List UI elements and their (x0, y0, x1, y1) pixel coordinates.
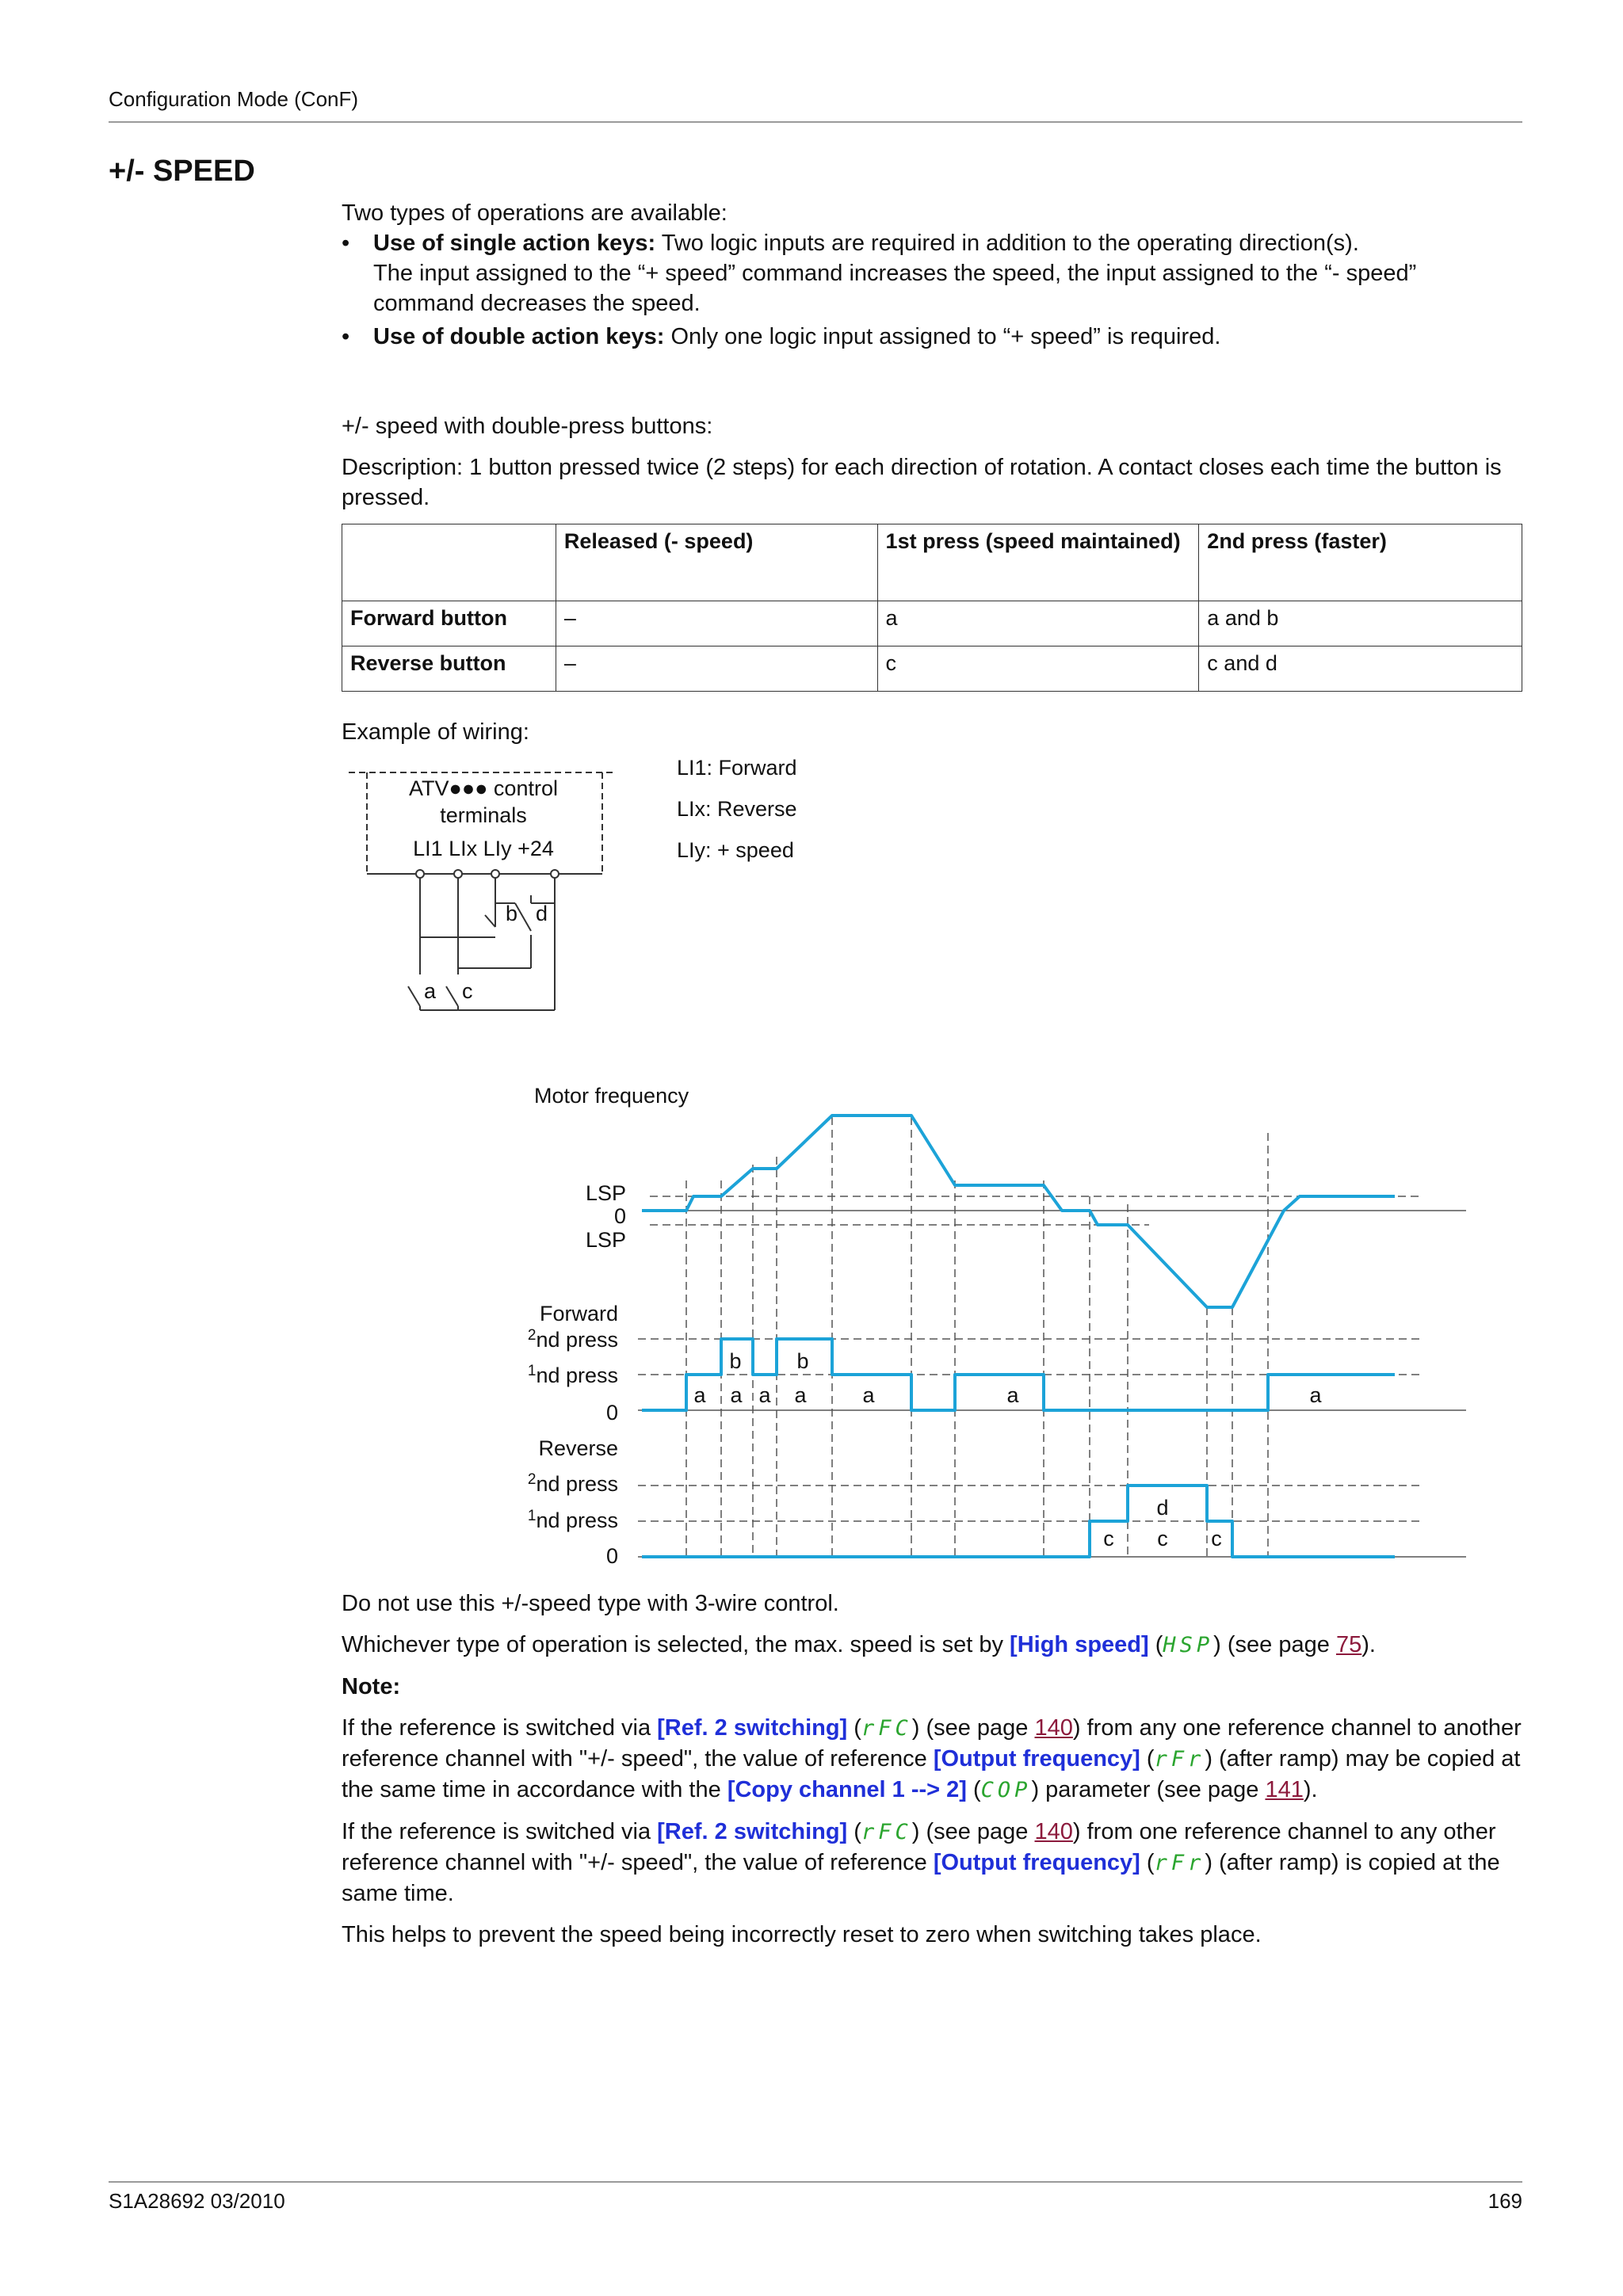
table-cell: – (556, 601, 877, 646)
wiring-box-line1: ATV●●● control (409, 776, 558, 800)
intro-block (342, 198, 1522, 352)
page-141-link[interactable]: 141 (1265, 1777, 1304, 1802)
fwd-label-a: a (794, 1383, 807, 1407)
header-rule (109, 121, 1522, 123)
page-140-link[interactable]: 140 (1034, 1819, 1073, 1844)
fwd-label-b: b (796, 1349, 809, 1373)
fwd-label-a: a (1006, 1383, 1019, 1407)
superscript-1: 1 (527, 1363, 537, 1379)
motor-frequency-trace (642, 1116, 1395, 1307)
table-cell: Reverse button (342, 646, 556, 692)
max-speed-end: ). (1361, 1632, 1376, 1657)
lsp-top-label: LSP (585, 1181, 626, 1205)
wiring-legend-li1: LI1: Forward (677, 756, 797, 780)
table-header-cell: Released (- speed) (556, 524, 877, 601)
contact-d-label: d (536, 902, 548, 925)
zero-label: 0 (613, 1204, 626, 1228)
ref2-switching-param[interactable]: [Ref. 2 switching] (657, 1819, 848, 1844)
rfc-code: rFC (861, 1716, 912, 1741)
section-title: +/- SPEED (109, 154, 255, 188)
lsp-bottom-label: LSP (585, 1228, 626, 1252)
table-cell: – (556, 646, 877, 692)
fwd-label-a: a (730, 1383, 743, 1407)
note-paragraph-3: This helps to prevent the speed being incorrectly reset to zero when switching takes place. (342, 1922, 1262, 1947)
fwd-label-a: a (1309, 1383, 1322, 1407)
rfr-code: rFr (1154, 1851, 1205, 1875)
p1-b: (see page (919, 1715, 1035, 1741)
p2-b: (see page (919, 1819, 1035, 1844)
cop-code: COP (980, 1778, 1032, 1802)
fwd-zero-label: 0 (605, 1401, 618, 1425)
page-header: Configuration Mode (ConF) (109, 87, 359, 111)
rfr-code: rFr (1154, 1747, 1205, 1772)
wiring-diagram (341, 753, 896, 1022)
button-table (342, 524, 1522, 692)
rev-zero-label: 0 (605, 1544, 618, 1568)
p2-d: (after ramp) is copied at the same time. (342, 1850, 1500, 1906)
table-cell: c and d (1199, 646, 1522, 692)
fwd-1st-press-text: nd press (536, 1363, 618, 1387)
fwd-label-a: a (693, 1383, 706, 1407)
superscript-2: 2 (527, 1327, 537, 1344)
reverse-label: Reverse (538, 1436, 618, 1460)
p1-f: ). (1303, 1777, 1318, 1802)
hsp-code: HSP (1163, 1633, 1214, 1657)
note-paragraph-2: If the reference is switched via [Ref. 2 switching] (rFC) (see page 140) from one reference channel to any other reference channel with "+/- speed", the value of reference [Output frequency] (rFr) (after ramp) is copied at the same time. (342, 1819, 1500, 1906)
transition-guides (686, 1117, 1268, 1557)
table-header-row (342, 524, 1522, 601)
fwd-label-b: b (729, 1349, 742, 1373)
rev-label-c: c (1157, 1527, 1168, 1550)
note-paragraph-1: If the reference is switched via [Ref. 2 switching] (rFC) (see page 140) from any one reference channel to another reference channel with "+/- speed", the value of reference [Output frequency] (rFr) (after ramp) may be copied at the same time in accordance with the [Copy channel 1 --> 2] (COP) parameter (see page 141). (342, 1715, 1522, 1802)
bullet1-text: Two logic inputs are required in addition to the operating direction(s). (655, 231, 1359, 256)
page-140-link[interactable]: 140 (1034, 1715, 1073, 1741)
contact-b-label: b (506, 902, 518, 925)
table-header-cell (342, 524, 556, 601)
rev-label-c: c (1211, 1527, 1222, 1550)
wiring-legend-lix: LIx: Reverse (677, 797, 797, 821)
page-75-link[interactable]: 75 (1335, 1632, 1362, 1657)
contact-a-label: a (424, 979, 437, 1003)
output-frequency-param[interactable]: [Output frequency] (933, 1850, 1140, 1875)
notes-block (342, 1589, 1522, 1950)
footer-rule (109, 2181, 1522, 2183)
max-speed-mid: (see page (1220, 1632, 1336, 1657)
table-cell: a (877, 601, 1199, 646)
fwd-1st-press-label (528, 1363, 618, 1387)
table-cell: Forward button (342, 601, 556, 646)
footer-page-number: 169 (1487, 2189, 1522, 2213)
wiring-title: Example of wiring: (342, 719, 529, 745)
wiring-box-line2: terminals (440, 803, 527, 827)
table-cell: a and b (1199, 601, 1522, 646)
p2-c: ) from one reference channel to any other reference channel with "+/- speed", the value of reference (342, 1819, 1496, 1875)
fwd-2nd-press-text: nd press (536, 1328, 618, 1352)
timing-diagram (499, 1077, 1474, 1585)
table-header-cell: 1st press (speed maintained) (877, 524, 1199, 601)
rev-label-d: d (1156, 1496, 1169, 1520)
bullet-double-action (342, 322, 1522, 352)
max-speed-note: Whichever type of operation is selected, the max. speed is set by [High speed] (HSP) (see page 75). (342, 1632, 1376, 1657)
rev-2nd-press-text: nd press (536, 1472, 618, 1496)
fwd-label-a: a (862, 1383, 875, 1407)
output-frequency-param[interactable]: [Output frequency] (933, 1746, 1140, 1772)
table-row (342, 601, 1522, 646)
intro-line: Two types of operations are available: (342, 200, 727, 226)
wiring-terminals: LI1 LIx LIy +24 (413, 837, 554, 860)
wiring-legend-liy: LIy: + speed (677, 838, 794, 862)
p1-d: (after ramp) may be copied at the same time in accordance with the (342, 1746, 1521, 1802)
rev-2nd-press-label (528, 1471, 618, 1496)
p1-e: parameter (see page (1039, 1777, 1266, 1802)
superscript-2: 2 (527, 1471, 537, 1488)
fwd-label-a: a (758, 1383, 771, 1407)
note-label: Note: (342, 1674, 401, 1699)
double-press-title: +/- speed with double-press buttons: (342, 414, 713, 439)
rev-label-c: c (1103, 1527, 1114, 1550)
motor-frequency-label: Motor frequency (534, 1084, 689, 1108)
no-3wire-note: Do not use this +/-speed type with 3-wire control. (342, 1591, 839, 1616)
contact-c-label: c (462, 979, 473, 1003)
forward-label: Forward (539, 1302, 618, 1325)
table-header-cell: 2nd press (faster) (1199, 524, 1522, 601)
p1-c: ) from any one reference channel to another reference channel with "+/- speed", the value of reference (342, 1715, 1522, 1772)
footer-doc-id: S1A28692 03/2010 (109, 2189, 285, 2213)
table-cell: c (877, 646, 1199, 692)
bullet1-continuation: The input assigned to the “+ speed” command increases the speed, the input assigned to the “- speed” command decreases the speed. (373, 261, 1417, 316)
fwd-2nd-press-label (528, 1327, 618, 1352)
copy-channel-param[interactable]: [Copy channel 1 --> 2] (727, 1777, 967, 1802)
p2-a: If the reference is switched via (342, 1819, 658, 1844)
bullet2-text: Only one logic input assigned to “+ speed” is required. (664, 324, 1221, 349)
bullet1-bold: Use of single action keys: (373, 231, 656, 256)
superscript-1: 1 (527, 1508, 537, 1524)
p1-a: If the reference is switched via (342, 1715, 658, 1741)
rev-1st-press-text: nd press (536, 1508, 618, 1532)
high-speed-param[interactable]: [High speed] (1010, 1632, 1149, 1657)
rev-1st-press-label (528, 1508, 618, 1532)
max-speed-pre: Whichever type of operation is selected, the max. speed is set by (342, 1632, 1010, 1657)
ref2-switching-param[interactable]: [Ref. 2 switching] (657, 1715, 848, 1741)
rfc-code: rFC (861, 1820, 912, 1844)
bullet2-bold: Use of double action keys: (373, 324, 665, 349)
double-press-description: Description: 1 button pressed twice (2 steps) for each direction of rotation. A contact closes each time the button is pressed. (342, 455, 1502, 510)
table-row (342, 646, 1522, 692)
bullet-single-action (342, 228, 1522, 318)
